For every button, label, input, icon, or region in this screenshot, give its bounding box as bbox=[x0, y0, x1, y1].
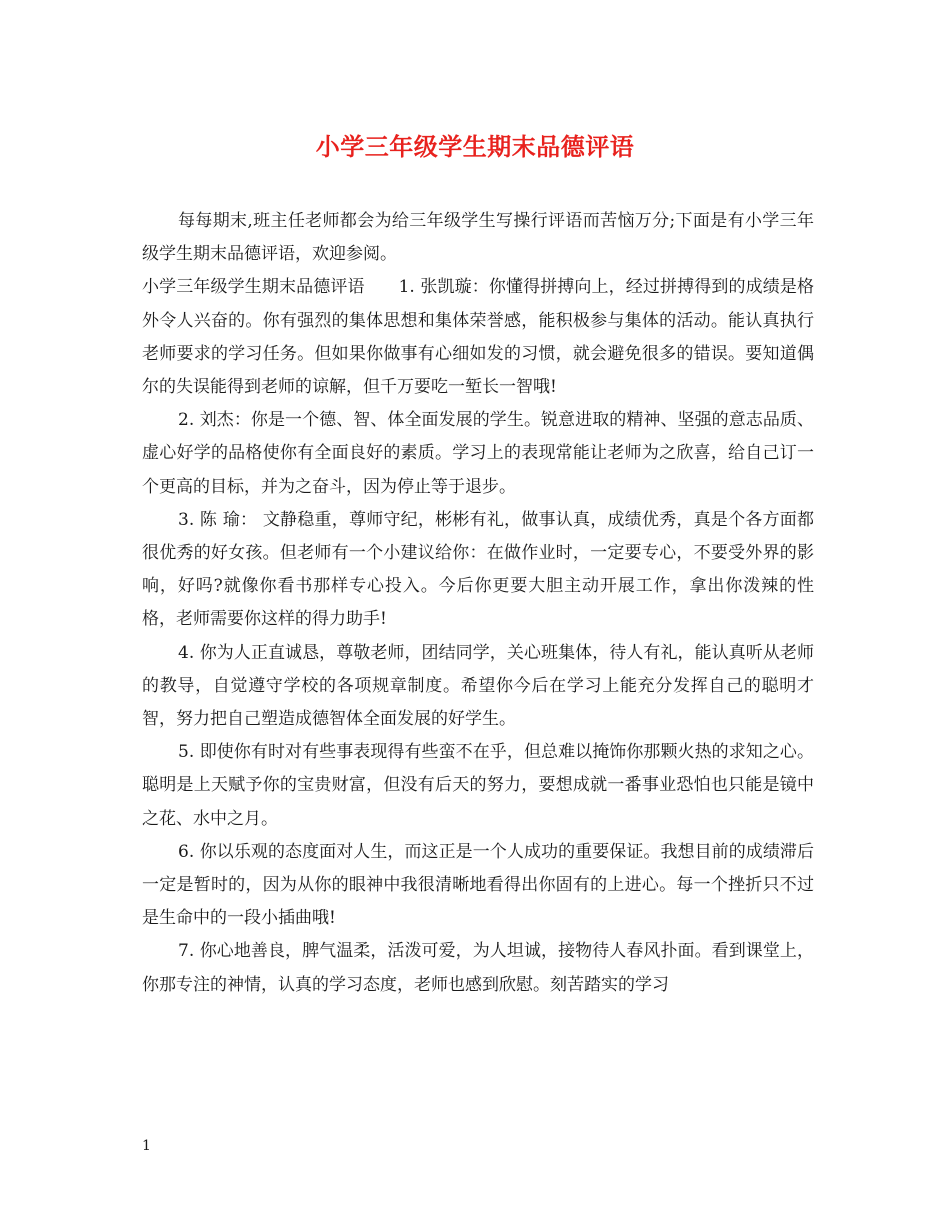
comment-paragraph-6: 6. 你以乐观的态度面对人生，而这正是一个人成功的重要保证。我想目前的成绩滞后一定是暂时的，因为从你的眼神中我很清晰地看得出你固有的上进心。每一个挫折只不过是生命中的一段小插曲哦! bbox=[142, 841, 814, 929]
comment-paragraph-7: 7. 你心地善良，脾气温柔，活泼可爱，为人坦诚，接物待人春风扑面。看到课堂上，你那专注的神情，认真的学习态度，老师也感到欣慰。刻苦踏实的学习 bbox=[142, 941, 814, 995]
document-body bbox=[142, 205, 814, 1002]
comment-paragraph-3: 3. 陈 瑜： 文静稳重，尊师守纪，彬彬有礼，做事认真，成绩优秀，真是个各方面都很优秀的好女孩。但老师有一个小建议给你：在做作业时，一定要专心，不要受外界的影响，好吗?就像你看书那样专心投入。今后你更要大胆主动开展工作，拿出你泼辣的性格，老师需要你这样的得力助手! bbox=[142, 509, 814, 630]
intro-paragraph: 每每期末,班主任老师都会为给三年级学生写操行评语而苦恼万分;下面是有小学三年级学生期末品德评语，欢迎参阅。 bbox=[142, 211, 814, 265]
comment-text-1: 1. 张凯璇：你懂得拼搏向上，经过拼搏得到的成绩是格外令人兴奋的。你有强烈的集体思想和集体荣誉感，能积极参与集体的活动。能认真执行老师要求的学习任务。但如果你做事有心细如发的习惯，就会避免很多的错误。要知道偶尔的失误能得到老师的谅解，但千万要吃一堑长一智哦! bbox=[142, 277, 815, 398]
comment-paragraph-4: 4. 你为人正直诚恳，尊敬老师，团结同学，关心班集体，待人有礼，能认真听从老师的教导，自觉遵守学校的各项规章制度。希望你今后在学习上能充分发挥自己的聪明才智，努力把自己塑造成德智体全面发展的好学生。 bbox=[142, 642, 814, 730]
comment-paragraph-2: 2. 刘杰：你是一个德、智、体全面发展的学生。锐意进取的精神、坚强的意志品质、虚心好学的品格使你有全面良好的素质。学习上的表现常能让老师为之欣喜，给自己订一个更高的目标，并为之奋斗，因为停止等于退步。 bbox=[142, 410, 814, 497]
document-title: 小学三年级学生期末品德评语 bbox=[315, 132, 635, 161]
section-heading: 小学三年级学生期末品德评语 bbox=[142, 277, 365, 298]
page-number: 1 bbox=[142, 1138, 151, 1154]
comment-paragraph-1 bbox=[142, 271, 814, 404]
comment-paragraph-5: 5. 即使你有时对有些事表现得有些蛮不在乎，但总难以掩饰你那颗火热的求知之心。聪明是上天赋予你的宝贵财富，但没有后天的努力，要想成就一番事业恐怕也只能是镜中之花、水中之月。 bbox=[142, 742, 814, 829]
